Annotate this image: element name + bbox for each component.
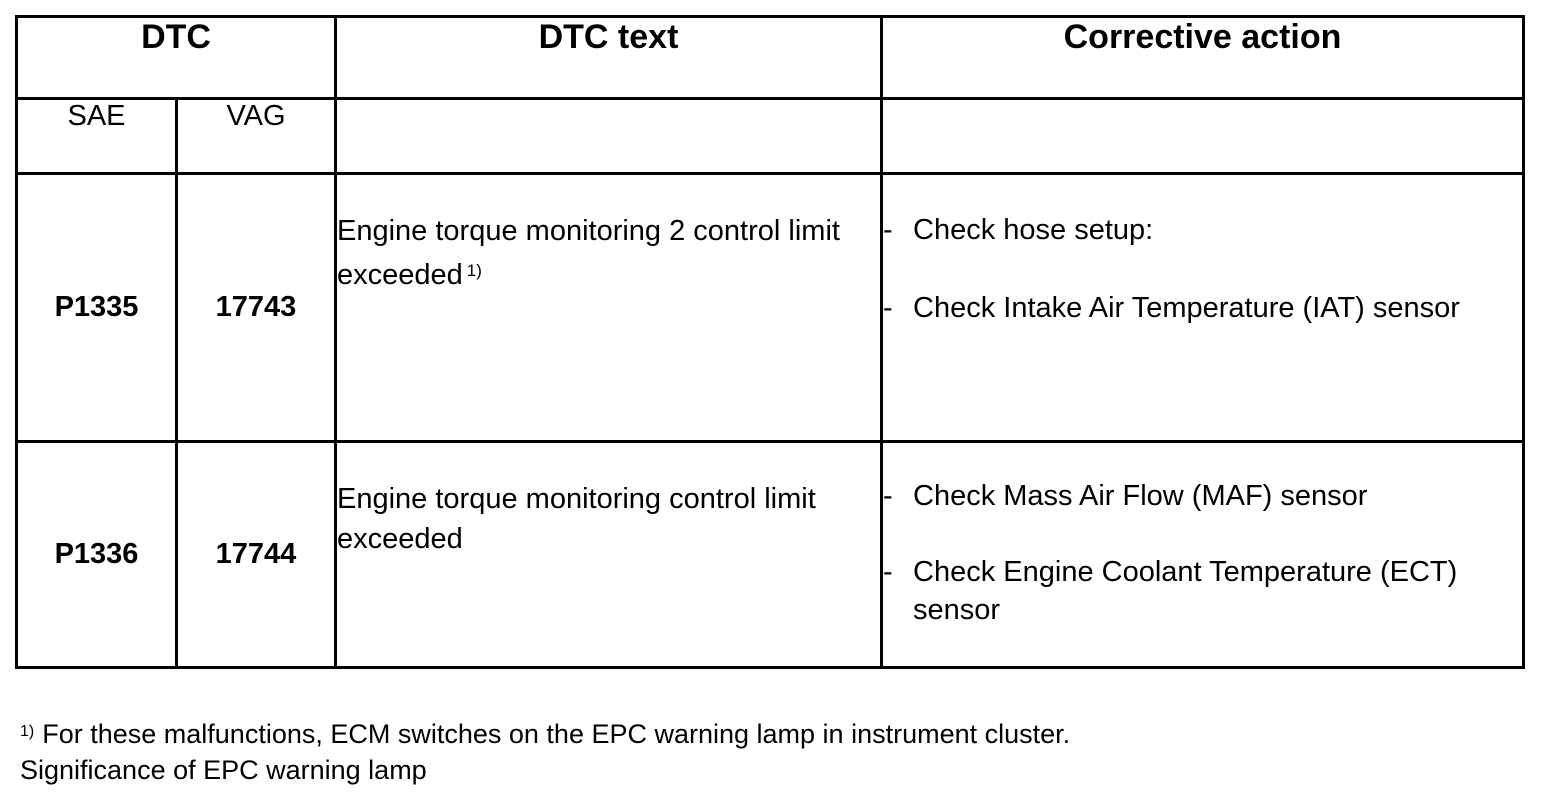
footnote-line [20, 716, 1070, 752]
header-dtc-text: DTC text [336, 17, 882, 99]
dtc-table [15, 15, 1525, 669]
table-header-row [17, 17, 1524, 99]
footnote-ref: 1) [466, 261, 482, 280]
subheader-empty-action [882, 99, 1524, 174]
footnote-text: For these malfunctions, ECM switches on the EPC warning lamp in instrument cluster. [42, 719, 1071, 749]
action-list [883, 443, 1522, 629]
table-row [17, 174, 1524, 442]
footnote-second-line: Significance of EPC warning lamp [20, 755, 427, 785]
subheader-vag: VAG [177, 99, 336, 174]
footnote-marker: 1) [20, 723, 35, 740]
bullet-dash: - [883, 480, 893, 512]
subheader-empty-text [336, 99, 882, 174]
corrective-action-cell [882, 442, 1524, 668]
table-row [17, 442, 1524, 668]
list-item [883, 477, 1522, 515]
sae-code: P1335 [17, 174, 177, 442]
header-dtc: DTC [17, 17, 336, 99]
bullet-dash: - [883, 214, 893, 246]
corrective-action-cell [882, 174, 1524, 442]
subheader-sae: SAE [17, 99, 177, 174]
vag-code: 17743 [177, 174, 336, 442]
action-text: Check Engine Coolant Temperature (ECT) sensor [913, 556, 1458, 626]
table-subheader-row [17, 99, 1524, 174]
action-list [883, 175, 1522, 327]
action-text: Check hose setup: [913, 214, 1154, 246]
dtc-text-label: Engine torque monitoring 2 control limit exceeded [337, 215, 840, 291]
bullet-dash: - [883, 292, 893, 324]
header-corrective-action: Corrective action [882, 17, 1524, 99]
action-text: Check Intake Air Temperature (IAT) sensor [913, 292, 1460, 324]
sae-code: P1336 [17, 442, 177, 668]
dtc-text: Engine torque monitoring control limit exceeded [336, 442, 882, 668]
list-item [883, 553, 1522, 629]
list-item [883, 211, 1522, 249]
footnote [20, 716, 1070, 788]
dtc-text [336, 174, 882, 442]
bullet-dash: - [883, 556, 893, 588]
action-text: Check Mass Air Flow (MAF) sensor [913, 480, 1368, 512]
vag-code: 17744 [177, 442, 336, 668]
list-item [883, 289, 1522, 327]
